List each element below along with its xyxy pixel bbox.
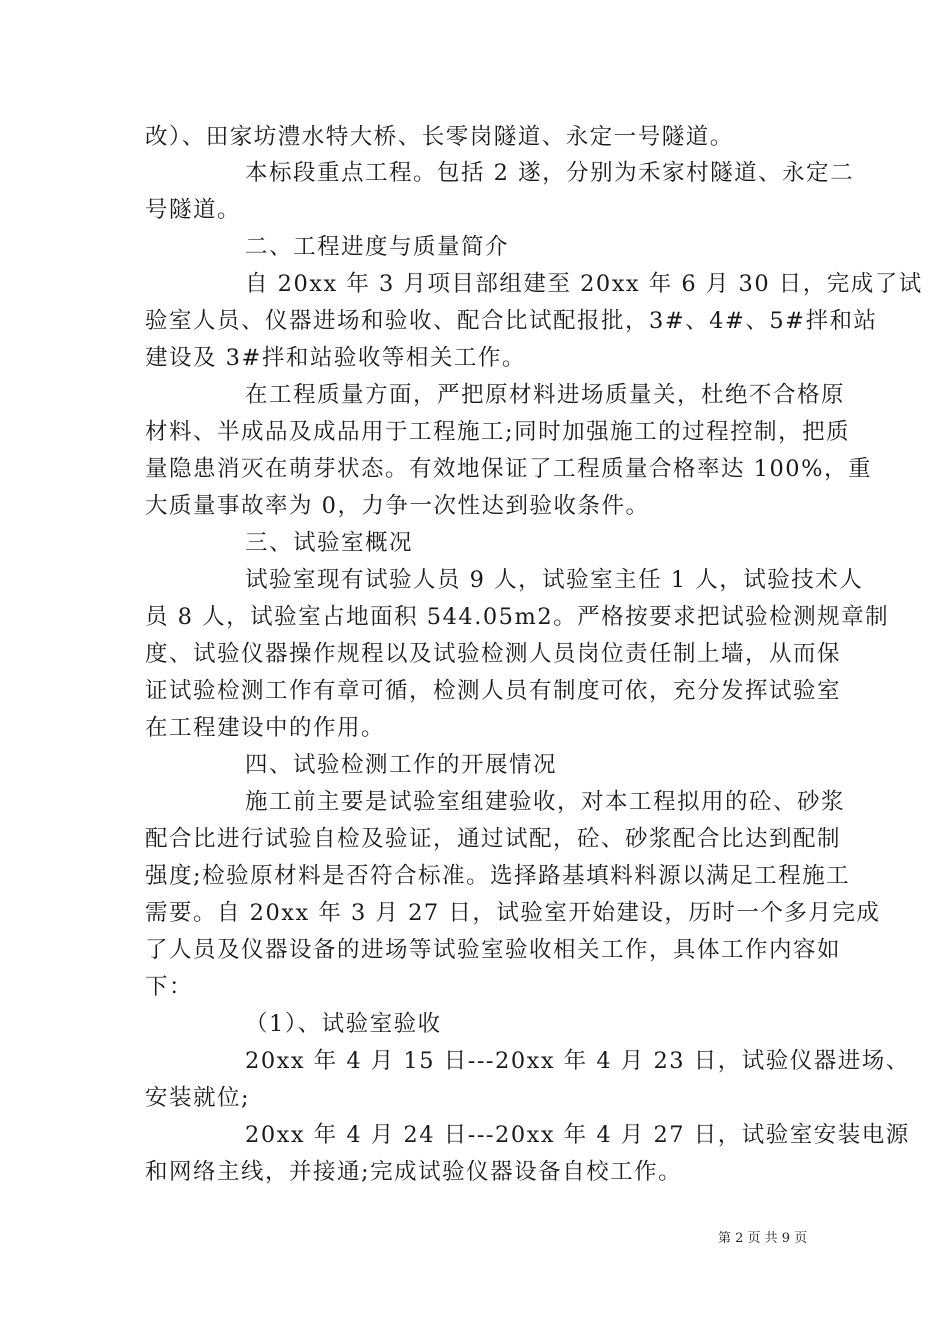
text-line-24: 下：	[145, 974, 194, 1000]
subsection-heading-1: （1）、试验室验收	[245, 1011, 442, 1037]
text-line-27: 安装就位;	[145, 1085, 251, 1111]
text-line-1: 改）、田家坊澧水特大桥、长零岗隧道、永定一号隧道。	[145, 124, 734, 150]
section-heading-2: 二、工程进度与质量简介	[245, 234, 510, 260]
section-heading-4: 四、试验检测工作的开展情况	[245, 752, 558, 778]
text-line-7: 建设及 3#拌和站验收等相关工作。	[145, 345, 526, 371]
text-line-14: 员 8 人，试验室占地面积 544.05m2。严格按要求把试验检测规章制	[145, 604, 890, 630]
text-line-16: 证试验检测工作有章可循，检测人员有制度可依，充分发挥试验室	[145, 678, 842, 704]
text-line-17: 在工程建设中的作用。	[145, 715, 386, 741]
text-line-6: 验室人员、仪器进场和验收、配合比试配报批，3#、4#、5#拌和站	[145, 308, 878, 334]
text-line-15: 度、试验仪器操作规程以及试验检测人员岗位责任制上墙，从而保	[145, 641, 842, 667]
text-line-29: 和网络主线，并接通;完成试验仪器设备自校工作。	[145, 1159, 683, 1185]
text-line-28: 20xx 年 4 月 24 日---20xx 年 4 月 27 日，试验室安装电源	[245, 1122, 910, 1148]
text-line-11: 大质量事故率为 0，力争一次性达到验收条件。	[145, 493, 650, 519]
text-line-23: 了人员及仪器设备的进场等试验室验收相关工作，具体工作内容如	[145, 937, 842, 963]
text-line-26: 20xx 年 4 月 15 日---20xx 年 4 月 23 日，试验仪器进场、	[245, 1048, 910, 1074]
text-line-13: 试验室现有试验人员 9 人，试验室主任 1 人，试验技术人	[245, 567, 864, 593]
page-number-footer: 第 2 页 共 9 页	[718, 1231, 808, 1246]
section-heading-3: 三、试验室概况	[245, 530, 414, 556]
text-line-8: 在工程质量方面，严把原材料进场质量关，杜绝不合格原	[245, 382, 846, 408]
text-line-10: 量隐患消灭在萌芽状态。有效地保证了工程质量合格率达 100%，重	[145, 456, 872, 482]
text-line-5: 自 20xx 年 3 月项目部组建至 20xx 年 6 月 30 日，完成了试	[245, 271, 923, 297]
text-line-22: 需要。自 20xx 年 3 月 27 日，试验室开始建设，历时一个多月完成	[145, 900, 881, 926]
text-line-19: 施工前主要是试验室组建验收，对本工程拟用的砼、砂浆	[245, 789, 846, 815]
text-line-20: 配合比进行试验自检及验证，通过试配，砼、砂浆配合比达到配制	[145, 826, 842, 852]
text-line-2: 本标段重点工程。包括 2 遂，分别为禾家村隧道、永定二	[245, 160, 855, 186]
text-line-9: 材料、半成品及成品用于工程施工;同时加强施工的过程控制，把质	[145, 419, 851, 445]
text-line-3: 号隧道。	[145, 197, 242, 223]
text-line-21: 强度;检验原材料是否符合标准。选择路基填料料源以满足工程施工	[145, 863, 851, 889]
